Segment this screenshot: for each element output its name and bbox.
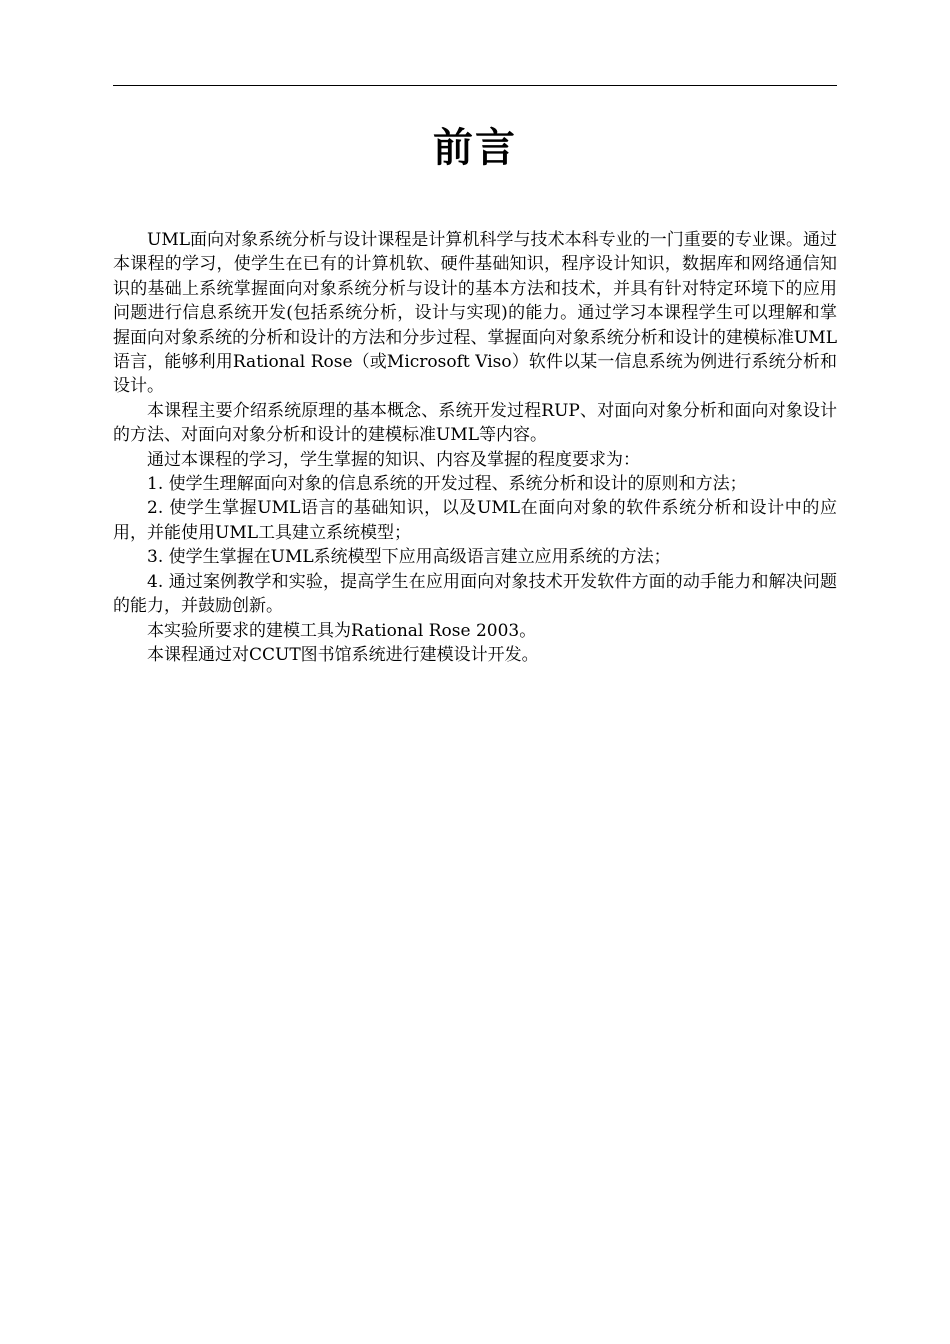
paragraph-requirements-lead: 通过本课程的学习，学生掌握的知识、内容及掌握的程度要求为： [147, 449, 640, 470]
page-title: 前言 [433, 124, 517, 171]
body-text [113, 228, 837, 667]
list-item-3: 3. 使学生掌握在UML系统模型下应用高级语言建立应用系统的方法； [147, 547, 671, 568]
list-item-2: 2. 使学生掌握UML语言的基础知识，以及UML在面向对象的软件系统分析和设计中的应用，并能使用UML工具建立系统模型； [113, 498, 837, 543]
paragraph-modeling-tool: 本实验所要求的建模工具为Rational Rose 2003。 [147, 620, 537, 641]
header-rule [113, 85, 837, 86]
list-item-4: 4. 通过案例教学和实验，提高学生在应用面向对象技术开发软件方面的动手能力和解决问题的能力，并鼓励创新。 [113, 571, 837, 617]
paragraph-intro: UML面向对象系统分析与设计课程是计算机科学与技术本科专业的一门重要的专业课。通过本课程的学习，使学生在已有的计算机软、硬件基础知识，程序设计知识，数据库和网络通信知识的基础上系统掌握面向对象系统分析与设计的基本方法和技术，并具有针对特定环境下的应用问题进行信息系统开发(包括系统分析，设计与实现)的能力。通过学习本课程学生可以理解和掌握面向对象系统的分析和设计的方法和分步过程、掌握面向对象系统分析和设计的建模标准UML语言，能够利用Rational Rose（或Microsoft Viso）软件以某一信息系统为例进行系统分析和设计。 [113, 230, 837, 397]
paragraph-project: 本课程通过对CCUT图书馆系统进行建模设计开发。 [147, 644, 539, 665]
paragraph-course-content: 本课程主要介绍系统原理的基本概念、系统开发过程RUP、对面向对象分析和面向对象设计的方法、对面向对象分析和设计的建模标准UML等内容。 [113, 400, 837, 446]
list-item-1: 1. 使学生理解面向对象的信息系统的开发过程、系统分析和设计的原则和方法； [147, 474, 747, 495]
